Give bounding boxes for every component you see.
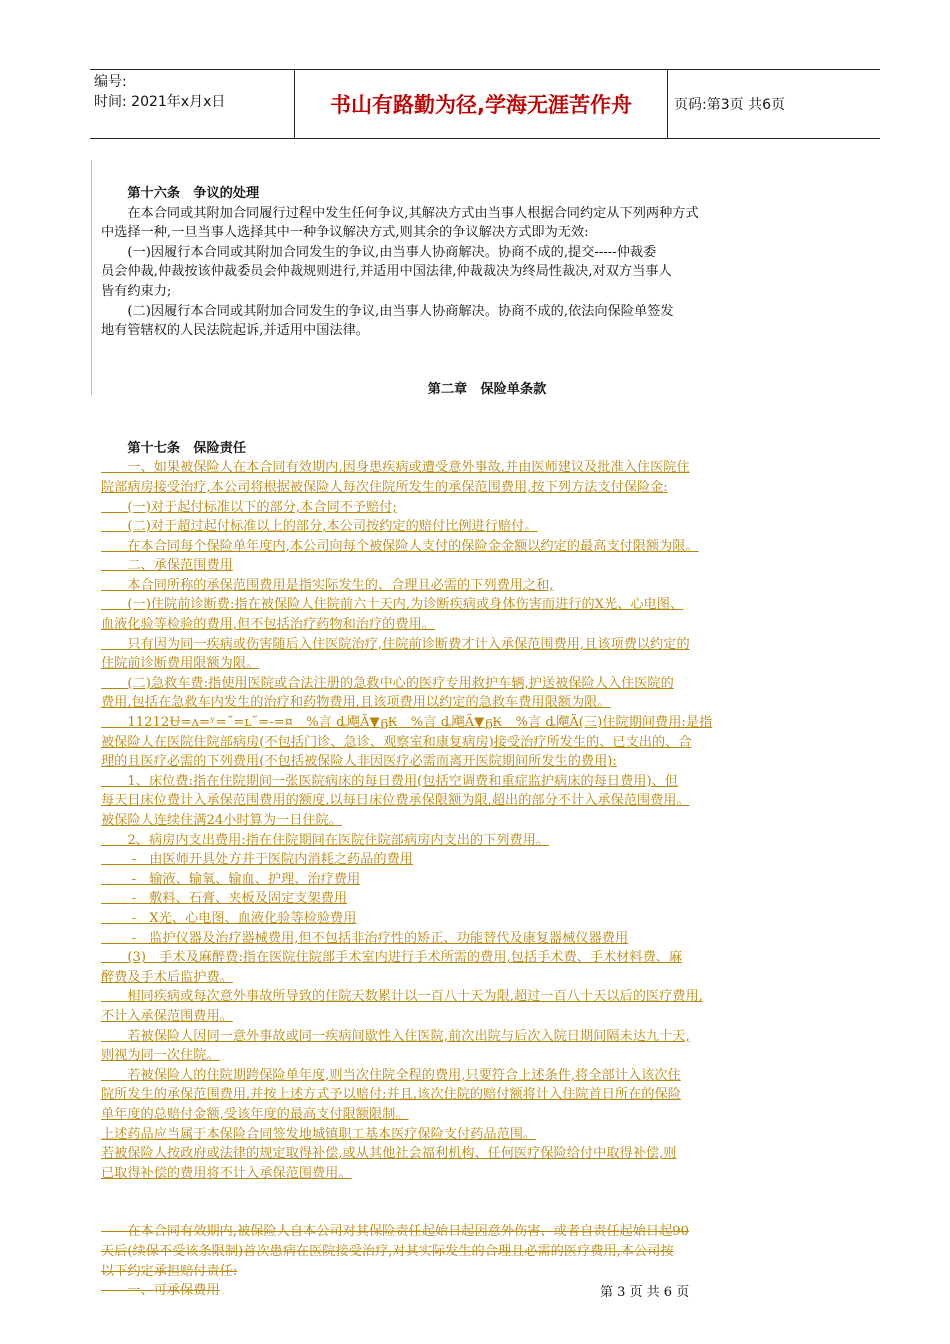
text-line: - 由医师开具处方并于医院内消耗之药品的费用 bbox=[101, 852, 413, 868]
text-line: 费用,包括在急救车内发生的治疗和药物费用,且该项费用以约定的急救车费用限额为限。 bbox=[101, 695, 611, 711]
header-meta bbox=[94, 72, 294, 112]
text-line: 皆有约束力; bbox=[101, 283, 172, 299]
text-line: 本合同所称的承保范围费用是指实际发生的、合理且必需的下列费用之和, bbox=[101, 577, 554, 593]
doc-date-label: 时间: 2021年x月x日 bbox=[94, 94, 226, 110]
text-line bbox=[101, 1203, 873, 1223]
text-line: 在本合同每个保险单年度内,本公司向每个被保险人支付的保险金金额以约定的最高支付限额为限。 bbox=[101, 538, 699, 554]
text-line: 二、承保范围费用 bbox=[101, 558, 233, 574]
text-line: 院所发生的承保范围费用,并按上述方式予以赔付;并且,该次住院的赔付额将计入住院首日所在的保险 bbox=[101, 1087, 681, 1103]
text-line bbox=[101, 341, 873, 361]
text-line: 11212Ʉ=ʌ=ʸ=˝=ʟ˜=-=¤ %言 ȡ飗Ã▼ᵷ₭ %言 ȡ飗Ã▼ᵷ₭ %言 ȡ飗Ã(三)住院期间费用:是指 bbox=[101, 715, 713, 731]
page-footer: 第 3 页 共 6 页 bbox=[600, 1285, 690, 1300]
margin-rule bbox=[91, 160, 92, 395]
text-line: 一、如果被保险人在本合同有效期内,因身患疾病或遭受意外事故,并由医师建议及批准入住医院住 bbox=[101, 460, 690, 476]
article-heading: 第十七条 保险责任 bbox=[101, 440, 247, 456]
text-line: 以下约定承担赔付责任: bbox=[101, 1263, 238, 1279]
text-line bbox=[101, 1183, 873, 1203]
text-line: (一)住院前诊断费:指在被保险人住院前六十天内,为诊断疾病或身体伤害而进行的X光、心电图、 bbox=[101, 597, 684, 613]
text-line: 醉费及手术后监护费。 bbox=[101, 969, 233, 985]
text-line: 只有因为同一疾病或伤害随后入住医院治疗,住院前诊断费才计入承保范围费用,且该项费以约定的 bbox=[101, 636, 690, 652]
text-line: 在本合同或其附加合同履行过程中发生任何争议,其解决方式由当事人根据合同约定从下列两种方式 bbox=[101, 205, 699, 221]
text-line: 被保险人在医院住院部病房(不包括门诊、急诊、观察室和康复病房)接受治疗所发生的、已支出的、合 bbox=[101, 734, 692, 750]
text-line: 上述药品应当属于本保险合同签发地城镇职工基本医疗保险支付药品范围。 bbox=[101, 1126, 537, 1142]
text-line: - 敷料、石膏、夹板及固定支架费用 bbox=[101, 891, 348, 907]
text-line: 血液化验等检验的费用,但不包括治疗药物和治疗的费用。 bbox=[101, 617, 435, 633]
text-line: (一)因履行本合同或其附加合同发生的争议,由当事人协商解决。协商不成的,提交-----仲裁委 bbox=[101, 244, 657, 260]
text-line bbox=[101, 400, 873, 420]
text-line bbox=[101, 419, 873, 439]
text-line: (一)对于起付标准以下的部分,本合同不予赔付; bbox=[101, 499, 397, 515]
text-line: 每天日床位费计入承保范围费用的额度,以每日床位费承保限额为限,超出的部分不计入承保范围费用。 bbox=[101, 793, 690, 809]
text-line: (二)因履行本合同或其附加合同发生的争议,由当事人协商解决。协商不成的,依法向保险单签发 bbox=[101, 303, 674, 319]
text-line: 在本合同有效期内,被保险人自本公司对其保险责任起始日起因意外伤害、或者自责任起始日起90 bbox=[101, 1224, 690, 1240]
text-line: 员会仲裁,仲裁按该仲裁委员会仲裁规则进行,并适用中国法律,仲裁裁决为终局性裁决,对双方当事人 bbox=[101, 264, 672, 280]
text-line: - X光、心电图、血液化验等检验费用 bbox=[101, 910, 357, 926]
text-line: 不计入承保范围费用。 bbox=[101, 1008, 233, 1024]
text-line: 若被保险人因同一意外事故或同一疾病间歇性入住医院,前次出院与后次入院日期间隔未达九十天, bbox=[101, 1028, 690, 1044]
text-line: 一、可承保费用 bbox=[101, 1283, 220, 1299]
text-line: 相同疾病或每次意外事故所导致的住院天数累计以一百八十天为限,超过一百八十天以后的医疗费用, bbox=[101, 989, 703, 1005]
text-line: 住院前诊断费用限额为限。 bbox=[101, 656, 260, 672]
text-line: 已取得补偿的费用将不计入承保范围费用。 bbox=[101, 1165, 352, 1181]
text-line: 被保险人连续住满24小时算为一日住院。 bbox=[101, 813, 342, 828]
text-line: 若被保险人按政府或法律的规定取得补偿,或从其他社会福利机构、任何医疗保险给付中取得补偿,则 bbox=[101, 1146, 677, 1162]
text-line: - 输液、输氧、输血、护理、治疗费用 bbox=[101, 871, 361, 887]
article-heading: 第十六条 争议的处理 bbox=[101, 186, 260, 201]
text-line: (二)对于超过起付标准以上的部分,本公司按约定的赔付比例进行赔付。 bbox=[101, 519, 538, 535]
text-line: - 监护仪器及治疗器械费用,但不包括非治疗性的矫正、功能替代及康复器械仪器费用 bbox=[101, 930, 629, 946]
page-header bbox=[90, 69, 880, 139]
text-line: 则视为同一次住院。 bbox=[101, 1048, 220, 1064]
text-line bbox=[101, 360, 873, 380]
text-line: 2、病房内支出费用:指在住院期间在医院住院部病房内支出的下列费用。 bbox=[101, 832, 550, 848]
doc-number-label: 编号: bbox=[94, 74, 127, 90]
text-line: 若被保险人的住院期跨保险单年度,则当次住院全程的费用,只要符合上述条件,将全部计入该次住 bbox=[101, 1067, 681, 1083]
text-line: 单年度的总赔付金额,受该年度的最高支付限额限制。 bbox=[101, 1106, 409, 1122]
text-line: (3) 手术及麻醉费:指在医院住院部手术室内进行手术所需的费用,包括手术费、手术材料费、麻 bbox=[101, 950, 683, 966]
text-line: 理的且医疗必需的下列费用(不包括被保险人非因医疗必需而离开医院期间所发生的费用): bbox=[101, 754, 617, 770]
text-line: 地有管辖权的人民法院起诉,并适用中国法律。 bbox=[101, 323, 369, 339]
chapter-heading: 第二章 保险单条款 bbox=[427, 381, 547, 397]
text-line: 中选择一种,一旦当事人选择其中一种争议解决方式,则其余的争议解决方式即为无效: bbox=[101, 225, 589, 241]
text-line: 1、床位费:指在住院期间一张医院病床的每日费用(包括空调费和重症监护病床的每日费用)、但 bbox=[101, 773, 678, 789]
document-body bbox=[101, 184, 873, 1301]
text-line: 院部病房接受治疗,本公司将根据被保险人每次住院所发生的承保范围费用,按下列方法支付保险金: bbox=[101, 479, 668, 495]
header-page-number: 页码:第3页 共6页 bbox=[674, 97, 785, 113]
header-motto: 书山有路勤为径,学海无涯苦作舟 bbox=[294, 70, 668, 138]
text-line: (二)急救车费:指使用医院或合法注册的急救中心的医疗专用救护车辆,护送被保险人入住医院的 bbox=[101, 675, 674, 691]
text-line: 天后(续保不受该条限制)首次患病在医院接受治疗,对其实际发生的合理且必需的医疗费用,本公司按 bbox=[101, 1244, 674, 1260]
